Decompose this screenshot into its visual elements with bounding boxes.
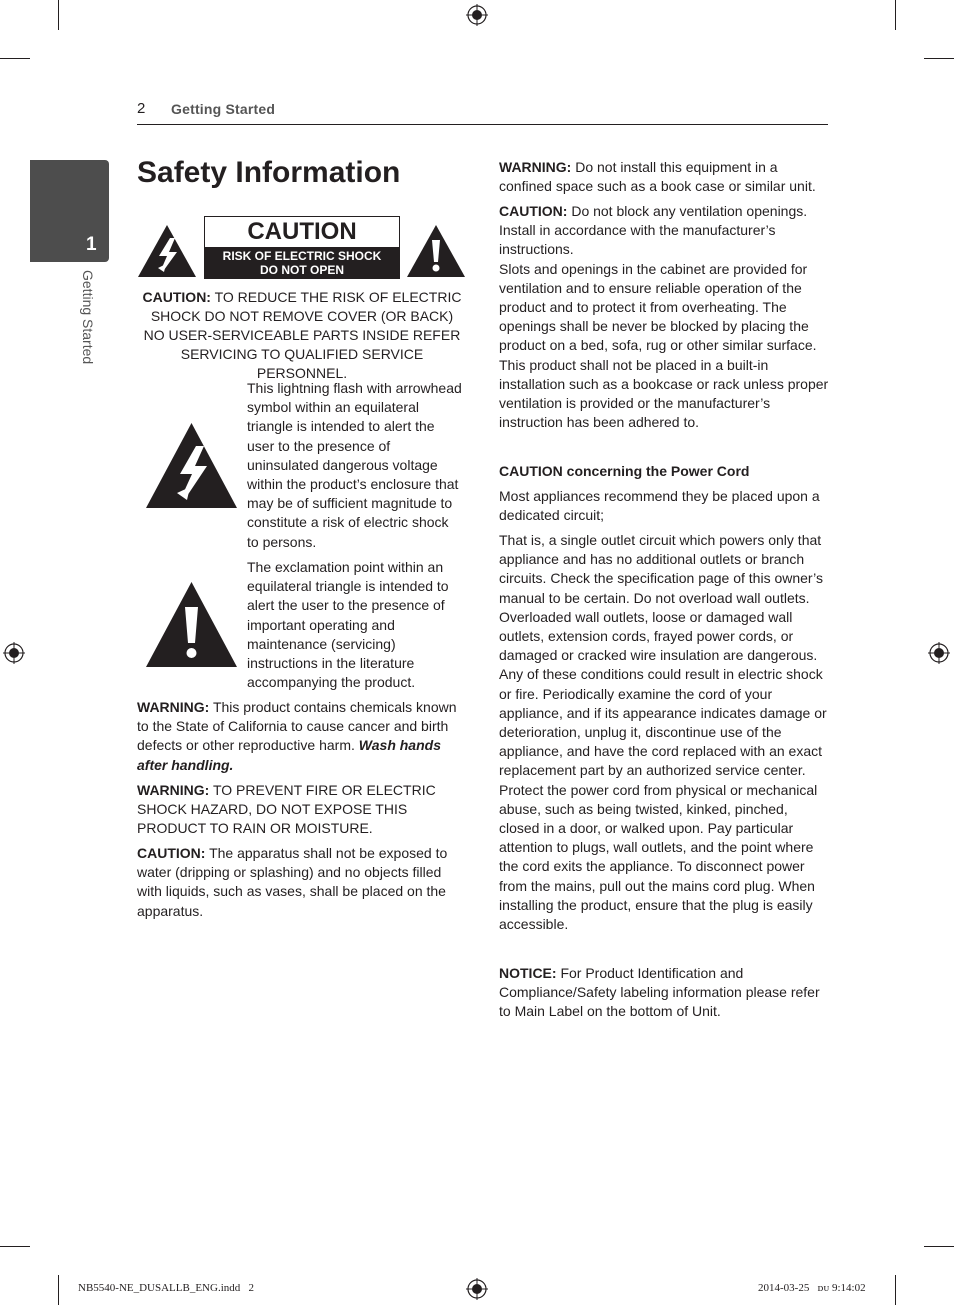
caution-text: The apparatus shall not be exposed to water (dripping or splashing) and no objects filled with liquids, such as vases, shall be placed on the apparatus. [137, 845, 448, 919]
caution-heading: CAUTION [247, 218, 357, 245]
warning-lead: WARNING: [499, 159, 572, 175]
confined-space-warning [499, 158, 829, 196]
chapter-tab [30, 160, 109, 262]
caution-statement [139, 288, 465, 383]
slots-text: Slots and openings in the cabinet are provided for ventilation and to ensure reliable operation of the product and to protect it from overheating. The openings shall be never be blocked by placing the product on a bed, sofa, rug or other similar surface. This product shall not be placed in a built-in installation such as a bookcase or rack unless proper ventilation is provided or the manufacturer’s instruction has been adhered to. [499, 260, 829, 431]
water-caution [137, 844, 467, 921]
registration-mark-icon [3, 642, 25, 664]
warning-lead: WARNING: [137, 782, 210, 798]
crop-mark [58, 0, 59, 30]
registration-mark-icon [466, 1278, 488, 1300]
footer-filename: NB5540-NE_DUSALLB_ENG.indd 2 [78, 1282, 254, 1294]
page-number: 2 [137, 100, 146, 117]
ventilation-caution [499, 202, 829, 432]
caution-band-line1: RISK OF ELECTRIC SHOCK [222, 249, 382, 263]
caution-statement-text: TO REDUCE THE RISK OF ELECTRIC SHOCK DO NOT REMOVE COVER (OR BACK) NO USER-SERVICEABLE PARTS INSIDE REFER SERVICING TO QUALIFIED SERVICE PERSONNEL. [143, 289, 462, 381]
exclamation-triangle-icon [145, 581, 238, 668]
crop-mark [0, 58, 30, 59]
power-cord-heading: CAUTION concerning the Power Cord [499, 463, 750, 479]
notice-lead: NOTICE: [499, 965, 557, 981]
crop-mark [924, 1246, 954, 1247]
caution-text: Do not block any ventilation openings. Install in accordance with the manufacturer’s instructions. [499, 203, 808, 258]
registration-mark-icon [928, 642, 950, 664]
lightning-symbol-description: This lightning flash with arrowhead symbol within an equilateral triangle is intended to alert the user to the presence of uninsulated dangerous voltage within the product’s enclosure that may be of sufficient magnitude to constitute a risk of electric shock to persons. [247, 380, 462, 550]
footer-timestamp: 2014-03-25 ᴅᴜ 9:14:02 [758, 1282, 866, 1294]
warning-lead: WARNING: [137, 699, 210, 715]
power-cord-intro: Most appliances recommend they be placed upon a dedicated circuit; [499, 488, 820, 524]
caution-label [204, 216, 400, 279]
lightning-triangle-icon [145, 422, 238, 509]
caution-statement-lead: CAUTION: [142, 289, 211, 305]
caution-band [205, 247, 399, 278]
warning-text: Do not install this equipment in a confined space such as a book case or similar unit. [499, 159, 816, 195]
crop-mark [895, 1275, 896, 1305]
notice-text: For Product Identification and Compliance/Safety labeling information please refer to Main Label on the bottom of Unit. [499, 965, 820, 1020]
caution-lead: CAUTION: [137, 845, 206, 861]
crop-mark [58, 1275, 59, 1305]
crop-mark [895, 0, 896, 30]
crop-mark [0, 1246, 30, 1247]
registration-mark-icon [466, 4, 488, 26]
moisture-warning [137, 781, 467, 839]
warning-text: TO PREVENT FIRE OR ELECTRIC SHOCK HAZARD, DO NOT EXPOSE THIS PRODUCT TO RAIN OR MOISTURE. [137, 782, 436, 837]
page-title: Safety Information [137, 156, 401, 189]
chapter-label: Getting Started [80, 270, 96, 365]
lightning-triangle-icon [137, 224, 197, 278]
caution-band-line2: DO NOT OPEN [259, 263, 344, 277]
warning-emphasis: Wash hands after handling. [137, 737, 441, 773]
warning-text: This product contains chemicals known to the State of California to cause cancer and birth defects or other reproductive harm. [137, 699, 457, 754]
notice [499, 964, 829, 1022]
exclamation-triangle-icon [406, 224, 466, 278]
crop-mark [924, 58, 954, 59]
california-warning [137, 698, 467, 775]
chapter-number: 1 [86, 234, 97, 255]
running-header: Getting Started [171, 101, 276, 117]
header-rule [137, 124, 828, 125]
caution-lead: CAUTION: [499, 203, 568, 219]
exclamation-symbol-description: The exclamation point within an equilateral triangle is intended to alert the user to the presence of important operating and maintenance (servicing) instructions in the literature accompanying the product. [247, 559, 449, 691]
power-cord-body: That is, a single outlet circuit which powers only that appliance and has no additional outlets or branch circuits. Check the specification page of this owner’s manual to be certain. Do not overload wall outlets. Overloaded wall outlets, loose or damaged wall outlets, extension cords, frayed power cords, or damaged or cracked wire insulation are dangerous. Any of these conditions could result in electric shock or fire. Periodically examine the cord of your appliance, and if its appearance indicates damage or deterioration, unplug it, discontinue use of the appliance, and have the cord replaced with an exact replacement part by an authorized service center. Protect the power cord from physical or mechanical abuse, such as being twisted, kinked, pinched, closed in a door, or walked upon. Pay particular attention to plugs, wall outlets, and the point where the cord exits the appliance. To disconnect power from the mains, pull out the mains cord plug. When installing the product, ensure that the plug is easily accessible. [499, 532, 827, 933]
